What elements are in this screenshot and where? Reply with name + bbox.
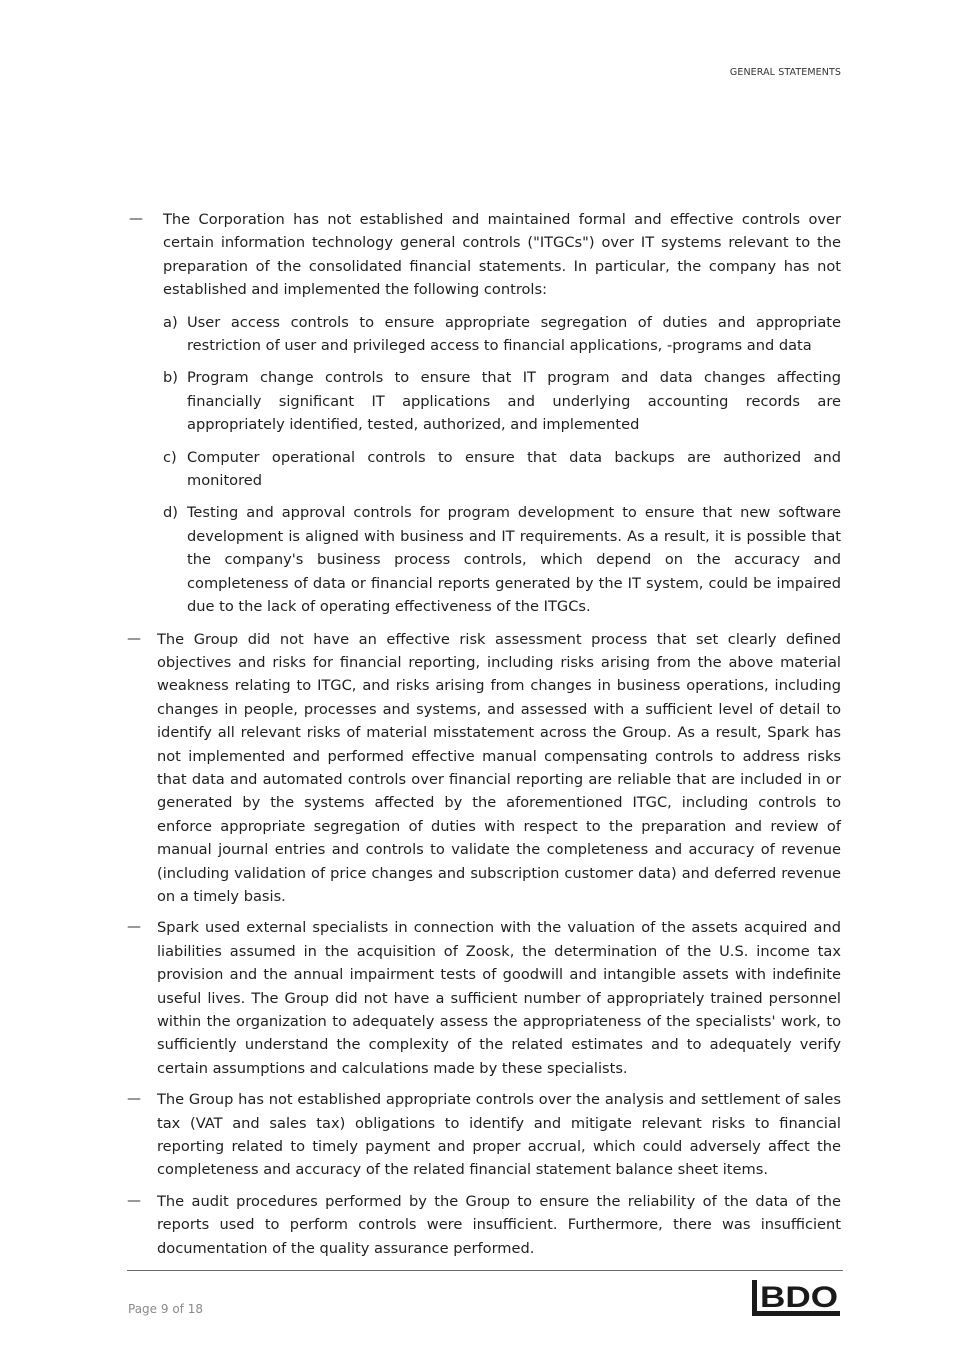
sub-list-item (163, 366, 841, 436)
paragraph: The audit procedures performed by the Group to ensure the reliability of the data of the reports used to perform controls were insufficient. Furthermore, there was insufficient documentation of the quality assurance performed. (157, 1192, 841, 1257)
sub-list-label: a) (163, 313, 178, 331)
sub-list-text: Program change controls to ensure that IT program and data changes affecting financially significant IT applications and underlying accounting records are appropriately identified, tested, authorized, and implemented (187, 369, 841, 434)
sub-list-text: User access controls to ensure appropriate segregation of duties and appropriate restriction of user and privileged access to financial applications, -programs and data (187, 313, 841, 355)
list-item (127, 916, 841, 1080)
sub-list-text: Testing and approval controls for program development to ensure that new software development is aligned with business and IT requirements. As a result, it is possible that the company's business process controls, which depend on the accuracy and completeness of data or financial reports generated by the IT system, could be impaired due to the lack of operating effectiveness of the ITGCs. (187, 504, 841, 616)
sub-list-item (163, 446, 841, 493)
list-item (127, 1190, 841, 1260)
page-number: Page 9 of 18 (128, 1302, 203, 1316)
dash-bullet: — (127, 1192, 141, 1209)
sub-list-label: b) (163, 369, 178, 387)
bdo-logo-text: BDO (760, 1281, 838, 1314)
list-item (127, 628, 841, 909)
sub-list-text: Computer operational controls to ensure that data backups are authorized and monitored (187, 448, 841, 490)
paragraph: The Group did not have an effective risk assessment process that set clearly defined objectives and risks for financial reporting, including risks arising from the above material weakness relating to ITGC, and risks arising from changes in business operations, including changes in people, processes and systems, and assessed with a sufficient level of detail to identify all relevant risks of material misstatement across the Group. As a result, Spark has not implemented and performed effective manual compensating controls to address risks that data and automated controls over financial reporting are reliable that are included in or generated by the systems affected by the aforementioned ITGC, including controls to enforce appropriate segregation of duties with respect to the preparation and review of manual journal entries and controls to validate the completeness and accuracy of revenue (including validation of price changes and subscription customer data) and deferred revenue on a timely basis. (157, 630, 841, 905)
sub-list-item (163, 501, 841, 618)
paragraph: The Corporation has not established and maintained formal and effective controls over certain information technology general controls ("ITGCs") over IT systems relevant to the preparation of the consolidated financial statements. In particular, the company has not established and implemented the following controls: (163, 211, 841, 299)
list-item (127, 1088, 841, 1182)
sub-list (163, 311, 841, 619)
dash-bullet: — (127, 919, 141, 936)
bdo-logo (752, 1280, 840, 1316)
running-header: GENERAL STATEMENTS (729, 67, 841, 78)
dash-bullet: — (127, 630, 141, 647)
document-body (127, 208, 841, 1268)
paragraph: Spark used external specialists in connection with the valuation of the assets acquired and liabilities assumed in the acquisition of Zoosk, the determination of the U.S. income tax provision and the annual impairment tests of goodwill and intangible assets with indefinite useful lives. The Group did not have a sufficient number of appropriately trained personnel within the organization to adequately assess the appropriateness of the specialists' work, to sufficiently understand the complexity of the related estimates and to adequately verify certain assumptions and calculations made by these specialists. (157, 919, 841, 1077)
sub-list-label: c) (163, 448, 177, 466)
dash-bullet: — (127, 1091, 141, 1108)
dash-bullet: — (129, 211, 143, 227)
footer-divider (127, 1270, 843, 1271)
list-item (127, 208, 841, 619)
sub-list-label: d) (163, 504, 178, 522)
sub-list-item (163, 311, 841, 358)
paragraph: The Group has not established appropriate controls over the analysis and settlement of sales tax (VAT and sales tax) obligations to identify and mitigate relevant risks to financial reporting related to timely payment and proper accrual, which could adversely affect the completeness and accuracy of the related financial statement balance sheet items. (157, 1091, 841, 1179)
